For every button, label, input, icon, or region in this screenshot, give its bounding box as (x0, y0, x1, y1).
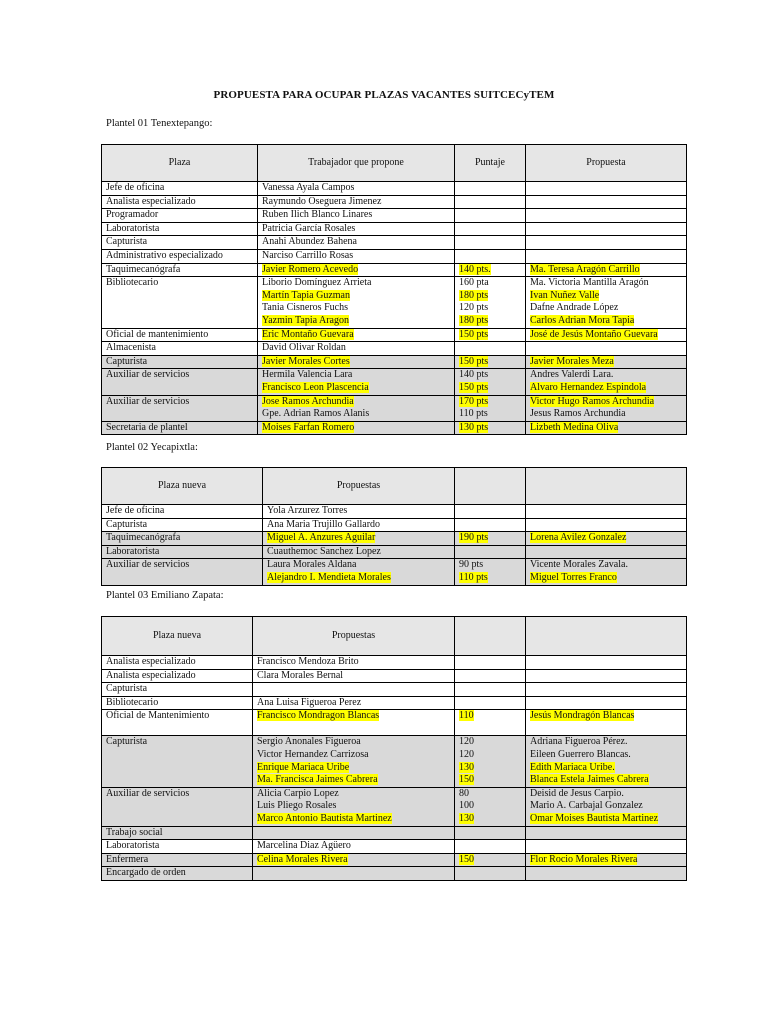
plaza-cell (102, 669, 253, 683)
plaza-label: Capturista (106, 683, 148, 695)
worker-cell (258, 222, 455, 236)
worker-cell (253, 840, 455, 854)
score-text: 150 (459, 853, 474, 865)
proposal-cell (526, 532, 687, 546)
score-cell (455, 545, 526, 559)
score-text: 100 (459, 800, 474, 812)
worker-text: Alicia Carpio Lopez (257, 787, 339, 799)
header-plaza: Plaza (102, 145, 258, 182)
plaza-cell (102, 656, 253, 670)
proposal-text: Victor Hugo Ramos Archundia (530, 395, 655, 407)
plaza-label: Capturista (106, 355, 148, 367)
plaza-cell (102, 559, 263, 585)
score-cell (455, 209, 526, 223)
proposal-text: Deisid de Jesus Carpio. (530, 787, 624, 799)
proposal-cell (526, 182, 687, 196)
worker-text: Hermila Valencia Lara (262, 369, 353, 381)
proposal-cell (526, 195, 687, 209)
worker-cell (253, 656, 455, 670)
table-row (102, 195, 687, 209)
header-empty (455, 617, 526, 656)
score-text: 110 pts (459, 571, 488, 583)
proposal-text: Flor Rocio Morales Rivera (530, 853, 638, 865)
plantel1-label: Plantel 01 Tenextepango: (106, 118, 213, 129)
worker-cell (258, 369, 455, 395)
worker-text: Celina Morales Rivera (257, 853, 348, 865)
proposal-cell (526, 669, 687, 683)
plaza-label: Programador (106, 209, 159, 221)
proposal-text: Lizbeth Medina Oliva (530, 421, 619, 433)
plaza-cell (102, 328, 258, 342)
worker-text: Victor Hernandez Carrizosa (257, 748, 369, 760)
proposal-text: Carlos Adrian Mora Tapia (530, 314, 635, 326)
score-cell (455, 342, 526, 356)
worker-text: Jose Ramos Archundia (262, 395, 354, 407)
proposal-text: Ma. Teresa Aragón Carrillo (530, 263, 640, 275)
plaza-cell (102, 236, 258, 250)
score-cell (455, 710, 526, 736)
plaza-label: Auxiliar de servicios (106, 559, 190, 571)
worker-text: Cuauthemoc Sanchez Lopez (267, 545, 381, 557)
plaza-cell (102, 342, 258, 356)
plaza-cell (102, 421, 258, 435)
worker-text: Tania Cisneros Fuchs (262, 302, 348, 314)
score-cell (455, 696, 526, 710)
plaza-label: Oficial de mantenimiento (106, 328, 209, 340)
worker-cell (253, 853, 455, 867)
proposal-text: Eileen Guerrero Blancas. (530, 748, 631, 760)
header-propuestas: Propuestas (263, 468, 455, 505)
worker-text: Anahi Abundez Bahena (262, 236, 357, 248)
plaza-label: Laboratorista (106, 545, 160, 557)
header-propuesta: Propuesta (526, 145, 687, 182)
table-row (102, 222, 687, 236)
plaza-label: Jefe de oficina (106, 505, 165, 516)
table-row (102, 669, 687, 683)
table-row (102, 236, 687, 250)
proposal-text: Jesús Mondragón Blancas (530, 710, 635, 722)
worker-cell (258, 263, 455, 277)
proposal-text: Mario A. Carbajal Gonzalez (530, 800, 643, 812)
plaza-label: Auxiliar de servicios (106, 395, 190, 407)
worker-cell (258, 355, 455, 369)
worker-cell (258, 342, 455, 356)
proposal-cell (526, 826, 687, 840)
worker-cell (258, 277, 455, 328)
worker-cell (258, 182, 455, 196)
score-cell (455, 669, 526, 683)
worker-text: Ruben Ilich Blanco Linares (262, 209, 373, 221)
table-row (102, 736, 687, 787)
proposal-text: Edith Mariaca Uribe. (530, 761, 615, 773)
worker-cell (263, 505, 455, 519)
score-text: 130 pts (459, 421, 489, 433)
table-row (102, 277, 687, 328)
header-empty (526, 617, 687, 656)
table-row (102, 355, 687, 369)
table-row (102, 369, 687, 395)
score-text: 140 pts. (459, 263, 491, 275)
score-cell (455, 840, 526, 854)
worker-text: Ana Luisa Figueroa Perez (257, 696, 362, 708)
proposal-text: Dafne Andrade López (530, 302, 619, 314)
table-row (102, 342, 687, 356)
worker-text: Francisco Mendoza Brito (257, 656, 359, 667)
plaza-cell (102, 355, 258, 369)
worker-cell (258, 249, 455, 263)
plaza-cell (102, 826, 253, 840)
worker-text: Yazmin Tapia Aragon (262, 314, 349, 326)
score-cell (455, 518, 526, 532)
proposal-cell (526, 328, 687, 342)
worker-cell (258, 328, 455, 342)
worker-text: Gpe. Adrian Ramos Alanis (262, 408, 370, 420)
plaza-cell (102, 853, 253, 867)
proposal-text: Adriana Figueroa Pérez. (530, 736, 628, 748)
plaza-label: Secretaria de plantel (106, 421, 188, 433)
score-cell (455, 369, 526, 395)
score-cell (455, 532, 526, 546)
score-cell (455, 249, 526, 263)
page-title: PROPUESTA PARA OCUPAR PLAZAS VACANTES SUITCECyTEM (213, 89, 555, 101)
proposal-cell (526, 355, 687, 369)
proposal-cell (526, 787, 687, 826)
worker-cell (258, 209, 455, 223)
proposal-cell (526, 518, 687, 532)
score-text: 120 (459, 736, 474, 748)
plantel2-table (101, 467, 687, 586)
worker-text: Marco Antonio Bautista Martinez (257, 812, 392, 824)
proposal-text: Ma. Victoria Mantilla Aragón (530, 277, 649, 289)
score-text: 120 pts (459, 302, 489, 314)
table-row (102, 249, 687, 263)
worker-text: Miguel A. Anzures Aguilar (267, 532, 376, 544)
table-row (102, 505, 687, 519)
worker-cell (263, 532, 455, 546)
worker-cell (253, 826, 455, 840)
score-cell (455, 328, 526, 342)
plaza-label: Auxiliar de servicios (106, 787, 190, 799)
plaza-cell (102, 263, 258, 277)
plaza-cell (102, 736, 253, 787)
plaza-cell (102, 710, 253, 736)
proposal-text: Jesus Ramos Archundia (530, 408, 626, 420)
worker-text: Javier Romero Acevedo (262, 263, 359, 275)
plaza-cell (102, 182, 258, 196)
plaza-label: Analista especializado (106, 669, 196, 681)
proposal-text: Andres Valerdi Lara. (530, 369, 614, 381)
plaza-label: Bibliotecario (106, 696, 159, 708)
proposal-cell (526, 369, 687, 395)
proposal-cell (526, 222, 687, 236)
table-row (102, 656, 687, 670)
worker-text: Clara Morales Bernal (257, 669, 344, 681)
plaza-label: Taquimecanógrafa (106, 532, 181, 544)
plantel3-label: Plantel 03 Emiliano Zapata: (106, 590, 224, 601)
table-row (102, 683, 687, 697)
proposal-cell (526, 505, 687, 519)
proposal-cell (526, 421, 687, 435)
score-cell (455, 277, 526, 328)
worker-cell (253, 710, 455, 736)
plaza-label: Jefe de oficina (106, 182, 165, 193)
worker-text: Vanessa Ayala Campos (262, 182, 355, 193)
proposal-text: Javier Morales Meza (530, 355, 614, 367)
table-row (102, 328, 687, 342)
plaza-label: Auxiliar de servicios (106, 369, 190, 381)
plaza-cell (102, 209, 258, 223)
worker-cell (253, 696, 455, 710)
score-cell (455, 195, 526, 209)
proposal-cell (526, 710, 687, 736)
worker-cell (253, 736, 455, 787)
table-row (102, 853, 687, 867)
proposal-cell (526, 853, 687, 867)
score-cell (455, 236, 526, 250)
score-text: 80 (459, 787, 469, 799)
table-row (102, 710, 687, 736)
score-cell (455, 263, 526, 277)
table-row (102, 182, 687, 196)
score-text: 130 (459, 812, 474, 824)
proposal-cell (526, 683, 687, 697)
plaza-cell (102, 505, 263, 519)
worker-text: Luis Pliego Rosales (257, 800, 337, 812)
proposal-cell (526, 696, 687, 710)
score-text: 150 pts (459, 328, 489, 340)
proposal-text: José de Jesús Montaño Guevara (530, 328, 658, 340)
score-cell (455, 656, 526, 670)
score-text: 160 pta (459, 277, 489, 289)
proposal-cell (526, 249, 687, 263)
worker-text: Marcelina Diaz Agüero (257, 840, 351, 852)
score-cell (455, 505, 526, 519)
worker-cell (263, 545, 455, 559)
plaza-cell (102, 369, 258, 395)
plaza-cell (102, 195, 258, 209)
worker-cell (258, 195, 455, 209)
plaza-label: Laboratorista (106, 222, 160, 234)
plaza-label: Laboratorista (106, 840, 160, 852)
table-row (102, 421, 687, 435)
worker-text: Sergio Anonales Figueroa (257, 736, 361, 748)
plaza-label: Encargado de orden (106, 867, 186, 879)
plaza-cell (102, 867, 253, 881)
score-text: 120 (459, 748, 474, 760)
proposal-cell (526, 656, 687, 670)
plaza-cell (102, 249, 258, 263)
plaza-cell (102, 545, 263, 559)
score-cell (455, 182, 526, 196)
worker-cell (253, 867, 455, 881)
plaza-cell (102, 683, 253, 697)
worker-text: Ana Maria Trujillo Gallardo (267, 518, 381, 530)
score-text: 110 pts (459, 408, 488, 420)
score-cell (455, 222, 526, 236)
proposal-text: Miguel Torres Franco (530, 571, 617, 583)
score-cell (455, 736, 526, 787)
table-row (102, 263, 687, 277)
score-cell (455, 853, 526, 867)
proposal-text: Vicente Morales Zavala. (530, 559, 628, 571)
plaza-cell (102, 532, 263, 546)
score-cell (455, 395, 526, 421)
worker-cell (263, 518, 455, 532)
score-text: 170 pts (459, 395, 489, 407)
score-text: 130 (459, 761, 474, 773)
plaza-label: Capturista (106, 518, 148, 530)
plaza-cell (102, 395, 258, 421)
proposal-cell (526, 395, 687, 421)
plaza-label: Analista especializado (106, 195, 196, 207)
worker-cell (253, 787, 455, 826)
plantel1-table (101, 144, 687, 435)
proposal-cell (526, 342, 687, 356)
score-cell (455, 559, 526, 585)
proposal-cell (526, 209, 687, 223)
plaza-cell (102, 222, 258, 236)
plaza-label: Taquimecanógrafa (106, 263, 181, 275)
plaza-cell (102, 696, 253, 710)
plaza-cell (102, 840, 253, 854)
table-row (102, 696, 687, 710)
proposal-cell (526, 736, 687, 787)
table-row (102, 559, 687, 585)
worker-text: Laura Morales Aldana (267, 559, 357, 571)
worker-text: Francisco Leon Plascencia (262, 381, 369, 393)
worker-text: Narciso Carrillo Rosas (262, 249, 354, 261)
table-row (102, 826, 687, 840)
proposal-text: Blanca Estela Jaimes Cabrera (530, 774, 649, 786)
table-row (102, 532, 687, 546)
header-plaza-nueva: Plaza nueva (102, 617, 253, 656)
score-cell (455, 421, 526, 435)
plaza-label: Bibliotecario (106, 277, 159, 289)
score-text: 180 pts (459, 289, 489, 301)
plaza-label: Analista especializado (106, 656, 196, 667)
worker-text: Moises Farfan Romero (262, 421, 355, 433)
plaza-cell (102, 787, 253, 826)
worker-text: Javier Morales Cortes (262, 355, 350, 367)
table-row (102, 545, 687, 559)
proposal-cell (526, 840, 687, 854)
score-cell (455, 787, 526, 826)
table-row (102, 787, 687, 826)
plaza-label: Almacenista (106, 342, 156, 354)
proposal-cell (526, 236, 687, 250)
table-row (102, 518, 687, 532)
score-text: 180 pts (459, 314, 489, 326)
header-puntaje: Puntaje (455, 145, 526, 182)
worker-cell (258, 395, 455, 421)
proposal-text: Alvaro Hernandez Espindola (530, 381, 647, 393)
score-text: 150 pts (459, 381, 489, 393)
plaza-label: Capturista (106, 236, 148, 248)
worker-text: David Olivar Roldan (262, 342, 346, 354)
worker-text: Alejandro I. Mendieta Morales (267, 571, 391, 583)
worker-text: Martín Tapia Guzman (262, 289, 350, 301)
score-text: 190 pts (459, 532, 489, 544)
plaza-label: Capturista (106, 736, 148, 748)
header-empty (526, 468, 687, 505)
proposal-cell (526, 263, 687, 277)
worker-cell (258, 421, 455, 435)
score-text: 90 pts (459, 559, 484, 571)
proposal-cell (526, 867, 687, 881)
plaza-label: Trabajo social (106, 826, 163, 838)
worker-text: Enrique Mariaca Uribe (257, 761, 350, 773)
header-propuestas: Propuestas (253, 617, 455, 656)
plaza-label: Oficial de Mantenimiento (106, 710, 210, 722)
table-row (102, 395, 687, 421)
plaza-cell (102, 277, 258, 328)
worker-cell (258, 236, 455, 250)
score-cell (455, 683, 526, 697)
worker-text: Raymundo Oseguera Jimenez (262, 195, 382, 207)
score-cell (455, 826, 526, 840)
worker-text: Patricia García Rosales (262, 222, 356, 234)
proposal-cell (526, 545, 687, 559)
worker-text: Eric Montaño Guevara (262, 328, 354, 340)
score-cell (455, 355, 526, 369)
worker-text: Ma. Francisca Jaimes Cabrera (257, 774, 378, 786)
table-row (102, 867, 687, 881)
header-empty (455, 468, 526, 505)
worker-cell (253, 669, 455, 683)
plantel3-table (101, 616, 687, 881)
proposal-text: Lorena Avilez Gonzalez (530, 532, 627, 544)
worker-cell (263, 559, 455, 585)
score-cell (455, 867, 526, 881)
proposal-text: Ivan Nuñez Valle (530, 289, 600, 301)
worker-text: Francisco Mondragon Blancas (257, 710, 380, 722)
proposal-cell (526, 277, 687, 328)
table-row (102, 209, 687, 223)
header-plaza-nueva: Plaza nueva (102, 468, 263, 505)
table-row (102, 840, 687, 854)
plantel2-label: Plantel 02 Yecapixtla: (106, 442, 198, 453)
proposal-cell (526, 559, 687, 585)
score-text: 150 (459, 774, 474, 786)
score-text: 150 pts (459, 355, 489, 367)
worker-cell (253, 683, 455, 697)
plaza-cell (102, 518, 263, 532)
worker-text: Liborio Domínguez Arrieta (262, 277, 372, 289)
plaza-label: Enfermera (106, 853, 149, 865)
header-trabajador: Trabajador que propone (258, 145, 455, 182)
worker-text: Yola Arzurez Torres (267, 505, 348, 516)
proposal-text: Omar Moises Bautista Martinez (530, 812, 659, 824)
score-text: 140 pts (459, 369, 489, 381)
plaza-label: Administrativo especializado (106, 249, 223, 261)
score-text: 110 (459, 710, 474, 722)
